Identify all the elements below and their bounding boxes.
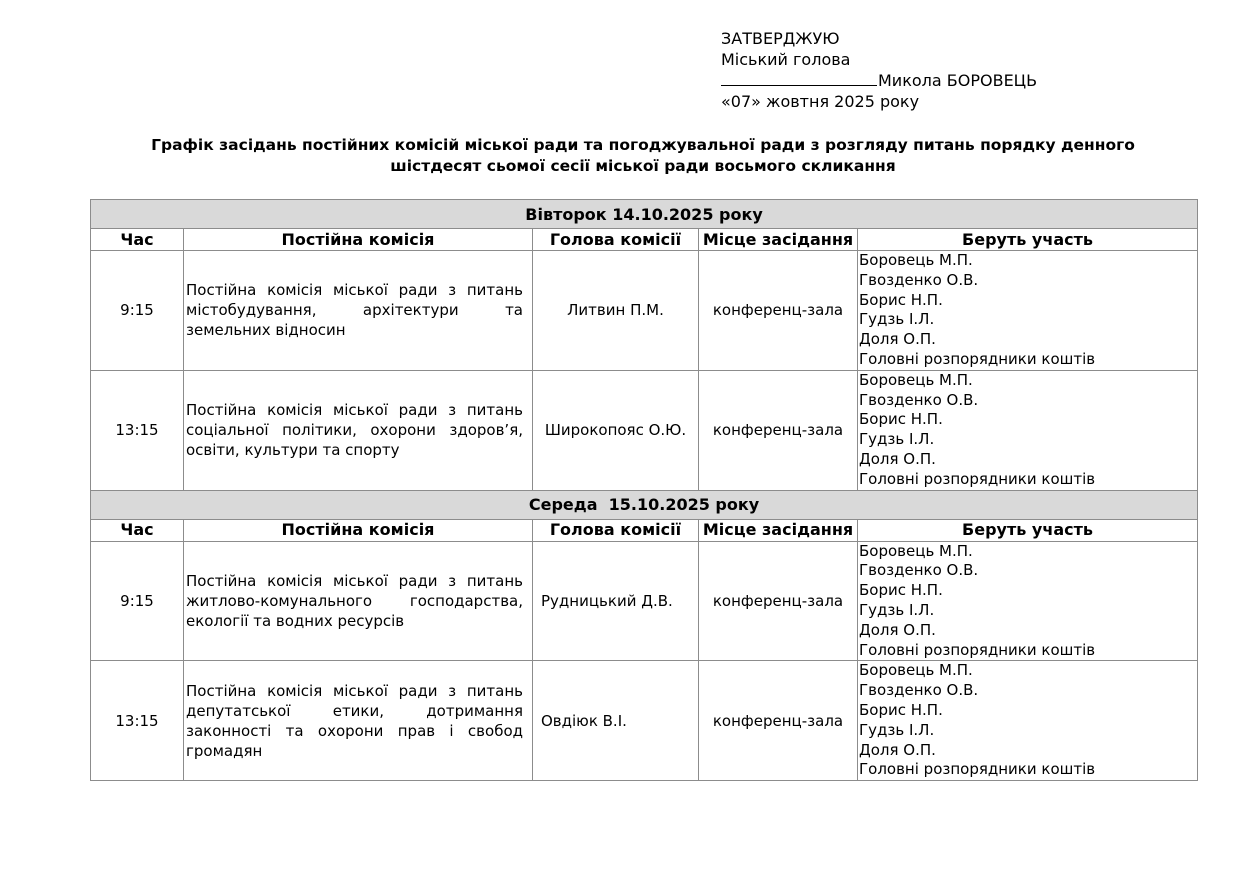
cell-commission: Постійна комісія міської ради з питань соціальної політики, охорони здоров’я, освіти, культури та спорту: [184, 370, 533, 490]
participant: Боровець М.П.: [859, 370, 973, 389]
col-header-head: Голова комісії: [533, 519, 699, 541]
col-header-participants: Беруть участь: [858, 519, 1198, 541]
cell-commission: Постійна комісія міської ради з питань містобудування, архітектури та земельних відносин: [184, 251, 533, 371]
title-line-2: шістдесят сьомої сесії міської ради восьмого скликання: [390, 157, 896, 175]
cell-time: 9:15: [91, 251, 184, 371]
column-header-row: [91, 229, 1198, 251]
participant: Боровець М.П.: [859, 541, 973, 560]
document-title: [90, 135, 1196, 177]
participant: Головні розпорядники коштів: [859, 760, 1096, 779]
cell-place: конференц-зала: [699, 370, 858, 490]
participant: Гвозденко О.В.: [859, 561, 979, 580]
approval-heading: ЗАТВЕРДЖУЮ: [721, 29, 840, 48]
participant: Гудзь І.Л.: [859, 430, 935, 449]
participant: Головні розпорядники коштів: [859, 469, 1096, 488]
cell-commission: Постійна комісія міської ради з питань житлово-комунального господарства, екології та водних ресурсів: [184, 541, 533, 661]
col-header-time: Час: [91, 519, 184, 541]
col-header-place: Місце засідання: [699, 229, 858, 251]
cell-head: Овдіюк В.І.: [533, 661, 699, 781]
table-row: [91, 541, 1198, 661]
participant: Головні розпорядники коштів: [859, 640, 1096, 659]
col-header-head: Голова комісії: [533, 229, 699, 251]
cell-participants: [858, 541, 1198, 661]
day-header-row: [91, 200, 1198, 229]
participant: Гвозденко О.В.: [859, 681, 979, 700]
schedule-table: [90, 199, 1198, 781]
participant: Доля О.П.: [859, 449, 936, 468]
approval-signature: [721, 70, 1037, 91]
cell-participants: [858, 370, 1198, 490]
table-row: [91, 251, 1198, 371]
approval-position: Міський голова: [721, 50, 851, 69]
signature-line: [721, 70, 877, 86]
participant: Головні розпорядники коштів: [859, 349, 1096, 368]
cell-time: 13:15: [91, 661, 184, 781]
day-header-row: [91, 490, 1198, 519]
cell-place: конференц-зала: [699, 661, 858, 781]
day-label: Середа 15.10.2025 року: [91, 490, 1198, 519]
cell-time: 9:15: [91, 541, 184, 661]
cell-commission: Постійна комісія міської ради з питань депутатської етики, дотримання законності та охорони прав і свобод громадян: [184, 661, 533, 781]
participant: Гудзь І.Л.: [859, 600, 935, 619]
table-row: [91, 661, 1198, 781]
cell-participants: [858, 251, 1198, 371]
cell-place: конференц-зала: [699, 251, 858, 371]
cell-head: Рудницький Д.В.: [533, 541, 699, 661]
col-header-commission: Постійна комісія: [184, 519, 533, 541]
column-header-row: [91, 519, 1198, 541]
signer-name: Микола БОРОВЕЦЬ: [878, 71, 1038, 90]
col-header-participants: Беруть участь: [858, 229, 1198, 251]
table-row: [91, 370, 1198, 490]
cell-participants: [858, 661, 1198, 781]
cell-place: конференц-зала: [699, 541, 858, 661]
participant: Борис Н.П.: [859, 581, 943, 600]
participant: Гвозденко О.В.: [859, 270, 979, 289]
title-line-1: Графік засідань постійних комісій міської ради та погоджувальної ради з розгляду питань порядку денного: [151, 136, 1135, 154]
cell-head: Широкопояс О.Ю.: [533, 370, 699, 490]
participant: Доля О.П.: [859, 330, 936, 349]
day-label: Вівторок 14.10.2025 року: [91, 200, 1198, 229]
approval-block: [721, 28, 1037, 112]
cell-head: Литвин П.М.: [533, 251, 699, 371]
participant: Гудзь І.Л.: [859, 720, 935, 739]
participant: Доля О.П.: [859, 740, 936, 759]
participant: Боровець М.П.: [859, 251, 973, 269]
approval-date: «07» жовтня 2025 року: [721, 92, 920, 111]
col-header-time: Час: [91, 229, 184, 251]
participant: Борис Н.П.: [859, 700, 943, 719]
col-header-commission: Постійна комісія: [184, 229, 533, 251]
participant: Боровець М.П.: [859, 661, 973, 680]
participant: Гвозденко О.В.: [859, 390, 979, 409]
col-header-place: Місце засідання: [699, 519, 858, 541]
participant: Борис Н.П.: [859, 410, 943, 429]
participant: Борис Н.П.: [859, 290, 943, 309]
participant: Доля О.П.: [859, 620, 936, 639]
participant: Гудзь І.Л.: [859, 310, 935, 329]
cell-time: 13:15: [91, 370, 184, 490]
